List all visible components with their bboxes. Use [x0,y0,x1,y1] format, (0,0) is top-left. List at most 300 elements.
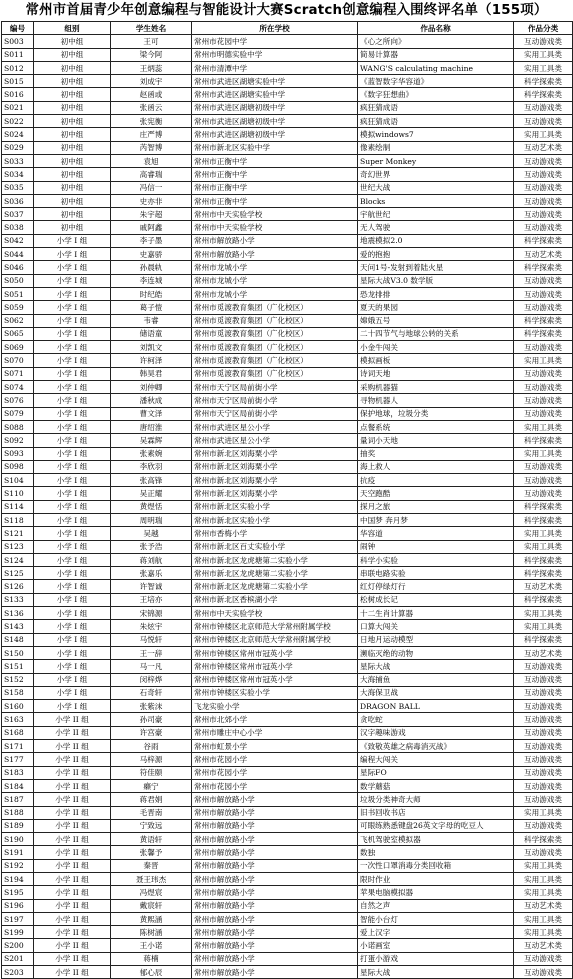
cell-id: S200 [2,939,34,952]
document-title: 常州市首届青少年创意编程与智能设计大赛Scratch创意编程入围终评名单（155项） [25,3,548,18]
cell-id: S044 [2,248,34,261]
cell-group: 小学 I 组 [34,686,111,699]
cell-student: 王培亦 [111,593,192,606]
cell-school: 常州市武进区星公小学 [192,420,358,433]
table-row [2,434,573,447]
cell-group: 初中组 [34,61,111,74]
cell-group: 小学 I 组 [34,274,111,287]
cell-student: 聂王玮杰 [111,873,192,886]
table-row [2,646,573,659]
cell-school: 常州市新北区刘海粟小学 [192,460,358,473]
cell-group: 小学 II 组 [34,753,111,766]
table-row [2,726,573,739]
cell-student: 储语童 [111,327,192,340]
cell-group: 初中组 [34,221,111,234]
cell-id: S123 [2,540,34,553]
cell-id: S092 [2,434,34,447]
table-row [2,833,573,846]
cell-group: 小学 I 组 [34,633,111,646]
cell-school: 常州市新北区百丈实验小学 [192,540,358,553]
cell-category: 互动游戏类 [514,766,573,779]
cell-group: 小学 II 组 [34,819,111,832]
cell-student: 刘成宇 [111,75,192,88]
table-row [2,527,573,540]
cell-category: 科学探索类 [514,553,573,566]
cell-school: 常州市武进区星公小学 [192,434,358,447]
cell-id: S065 [2,327,34,340]
table-row [2,261,573,274]
cell-category: 互动游戏类 [514,181,573,194]
cell-school: 常州市解放路小学 [192,873,358,886]
cell-work: 《心之所向》 [358,35,514,48]
cell-work: 串联电路实验 [358,567,514,580]
cell-school: 常州市新北区实验小学 [192,500,358,513]
table-row [2,248,573,261]
cell-work: 像素绘制 [358,141,514,154]
cell-student: 王炳蕊 [111,61,192,74]
cell-student: 张嘉乐 [111,567,192,580]
cell-category: 互动游戏类 [514,168,573,181]
cell-student: 郁心辰 [111,966,192,979]
finalist-table [1,21,573,979]
cell-category: 互动游戏类 [514,287,573,300]
cell-school: 常州市武进区湖塘初级中学 [192,128,358,141]
table-row [2,75,573,88]
table-row [2,128,573,141]
cell-id: S158 [2,686,34,699]
cell-group: 小学 I 组 [34,474,111,487]
cell-category: 科学探索类 [514,833,573,846]
cell-category: 互动游戏类 [514,793,573,806]
table-row [2,686,573,699]
table-row [2,912,573,925]
table-row [2,341,573,354]
cell-work: 苹果电脑模拟器 [358,886,514,899]
cell-group: 小学 II 组 [34,793,111,806]
cell-student: 孙晨轨 [111,261,192,274]
cell-school: 常州市正衡中学 [192,181,358,194]
table-row [2,327,573,340]
cell-group: 小学 I 组 [34,673,111,686]
cell-school: 常州市武进区湖塘实验中学 [192,75,358,88]
cell-id: S136 [2,607,34,620]
cell-group: 初中组 [34,35,111,48]
cell-category: 互动艺术类 [514,141,573,154]
cell-group: 小学 I 组 [34,354,111,367]
table-header-row [2,22,573,35]
cell-student: 蒋楠 [111,952,192,965]
cell-group: 小学 I 组 [34,460,111,473]
cell-school: 常州市花园中学 [192,35,358,48]
cell-work: 世纪大战 [358,181,514,194]
cell-category: 实用工具类 [514,128,573,141]
cell-id: S183 [2,766,34,779]
cell-category: 互动游戏类 [514,381,573,394]
table-row [2,154,573,167]
cell-student: 李子墨 [111,234,192,247]
table-row [2,48,573,61]
cell-id: S151 [2,660,34,673]
cell-school: 常州市龙城小学 [192,261,358,274]
cell-work: Blocks [358,194,514,207]
cell-work: 数学蘑菇 [358,779,514,792]
table-row [2,141,573,154]
cell-category: 互动游戏类 [514,726,573,739]
cell-group: 小学 I 组 [34,234,111,247]
cell-category: 科学探索类 [514,75,573,88]
cell-student: 时纪皓 [111,287,192,300]
cell-category: 互动游戏类 [514,101,573,114]
table-row [2,474,573,487]
cell-student: 癞宁 [111,779,192,792]
cell-student: 李欣羽 [111,460,192,473]
cell-id: S022 [2,115,34,128]
cell-school: 常州市武进区湖塘初级中学 [192,101,358,114]
table-row [2,234,573,247]
table-row [2,567,573,580]
table-row [2,607,573,620]
cell-category: 互动游戏类 [514,713,573,726]
cell-group: 小学 I 组 [34,248,111,261]
cell-group: 小学 I 组 [34,381,111,394]
cell-group: 小学 II 组 [34,886,111,899]
cell-work: 星际大战 [358,660,514,673]
table-row [2,580,573,593]
cell-id: S021 [2,101,34,114]
cell-student: 孙司豪 [111,713,192,726]
cell-school: 常州市正衡中学 [192,194,358,207]
cell-student: 谷雨 [111,740,192,753]
cell-work: 点餐系统 [358,420,514,433]
cell-group: 初中组 [34,128,111,141]
cell-student: 冯煜宸 [111,886,192,899]
cell-student: 韦睿 [111,314,192,327]
cell-category: 互动游戏类 [514,686,573,699]
table-row [2,713,573,726]
cell-work: Super Monkey [358,154,514,167]
cell-category: 互动游戏类 [514,115,573,128]
cell-work: 智能小台灯 [358,912,514,925]
cell-work: 《蓝智数字华容道》 [358,75,514,88]
cell-group: 小学 II 组 [34,952,111,965]
cell-id: S110 [2,487,34,500]
cell-group: 小学 I 组 [34,620,111,633]
table-row [2,620,573,633]
table-row [2,500,573,513]
cell-work: 小金牛闯关 [358,341,514,354]
cell-school: 常州市解放路小学 [192,806,358,819]
cell-school: 常州市花园小学 [192,779,358,792]
cell-student: 戚阿鑫 [111,221,192,234]
cell-work: 限时作业 [358,873,514,886]
cell-category: 互动游戏类 [514,460,573,473]
cell-category: 互动游戏类 [514,221,573,234]
cell-work: 自然之声 [358,899,514,912]
cell-school: 常州市解放路小学 [192,912,358,925]
cell-id: S192 [2,859,34,872]
table-row [2,660,573,673]
cell-student: 许智诚 [111,580,192,593]
cell-id: S152 [2,673,34,686]
cell-work: 松树成长记 [358,593,514,606]
cell-id: S016 [2,88,34,101]
cell-student: 马悦轩 [111,633,192,646]
cell-student: 张宪衡 [111,115,192,128]
cell-group: 小学 II 组 [34,833,111,846]
cell-work: 《数字狂想曲》 [358,88,514,101]
cell-student: 李连城 [111,274,192,287]
cell-school: 常州市钟楼区常州市冠英小学 [192,646,358,659]
table-row [2,952,573,965]
cell-school: 常州市正衡中学 [192,168,358,181]
cell-school: 常州市觅渡教育集团（广化校区） [192,367,358,380]
cell-school: 常州市解放路小学 [192,793,358,806]
cell-category: 实用工具类 [514,926,573,939]
cell-id: S189 [2,819,34,832]
cell-student: 周明瑞 [111,513,192,526]
cell-group: 小学 I 组 [34,341,111,354]
cell-category: 实用工具类 [514,873,573,886]
cell-id: S034 [2,168,34,181]
cell-id: S038 [2,221,34,234]
cell-work: 简易计算器 [358,48,514,61]
cell-category: 互动游戏类 [514,700,573,713]
cell-school: 常州市觅渡教育集团（广化校区） [192,341,358,354]
cell-work: 无人驾驶 [358,221,514,234]
cell-work: 飞机驾驶室模拟器 [358,833,514,846]
cell-school: 常州市北郊小学 [192,713,358,726]
cell-id: S184 [2,779,34,792]
table-row [2,633,573,646]
cell-group: 小学 I 组 [34,660,111,673]
cell-student: 朱宇超 [111,208,192,221]
table-row [2,779,573,792]
table-row [2,966,573,979]
cell-category: 互动游戏类 [514,194,573,207]
cell-work: 日地月运动模型 [358,633,514,646]
cell-group: 小学 I 组 [34,527,111,540]
cell-work: 小诺画室 [358,939,514,952]
cell-school: 常州市新北区实验中学 [192,141,358,154]
cell-work: 量词小天地 [358,434,514,447]
header-category: 作品分类 [514,22,573,35]
cell-school: 常州市中天实验学校 [192,221,358,234]
cell-id: S171 [2,740,34,753]
cell-school: 常州市武进区湖塘实验中学 [192,88,358,101]
cell-group: 小学 I 组 [34,327,111,340]
cell-category: 实用工具类 [514,806,573,819]
cell-id: S150 [2,646,34,659]
cell-work: 疯狂猜成语 [358,115,514,128]
header-student: 学生姓名 [111,22,192,35]
cell-id: S012 [2,61,34,74]
table-row [2,274,573,287]
cell-category: 实用工具类 [514,527,573,540]
cell-work: 编程大闯关 [358,753,514,766]
cell-work: 模拟画板 [358,354,514,367]
table-row [2,766,573,779]
cell-id: S177 [2,753,34,766]
cell-group: 初中组 [34,101,111,114]
cell-group: 小学 I 组 [34,487,111,500]
table-row [2,168,573,181]
cell-group: 小学 I 组 [34,700,111,713]
cell-school: 常州市龙城小学 [192,274,358,287]
cell-category: 互动游戏类 [514,341,573,354]
cell-category: 互动游戏类 [514,367,573,380]
cell-school: 常州市新北区刘海粟小学 [192,447,358,460]
table-row [2,700,573,713]
cell-student: 宋锦源 [111,607,192,620]
cell-group: 小学 I 组 [34,607,111,620]
cell-student: 芮智博 [111,141,192,154]
cell-student: 朱炫宇 [111,620,192,633]
table-row [2,859,573,872]
cell-work: 寻物机器人 [358,394,514,407]
cell-group: 初中组 [34,181,111,194]
table-row [2,939,573,952]
cell-category: 科学探索类 [514,513,573,526]
cell-work: 科学小实验 [358,553,514,566]
header-school: 所在学校 [192,22,358,35]
cell-school: 常州市觅渡教育集团（广化校区） [192,327,358,340]
cell-id: S079 [2,407,34,420]
cell-id: S197 [2,912,34,925]
cell-student: 秦晋 [111,859,192,872]
cell-group: 小学 II 组 [34,912,111,925]
cell-id: S168 [2,726,34,739]
cell-school: 常州市觅渡教育集团（广化校区） [192,314,358,327]
cell-work: 诗词天地 [358,367,514,380]
cell-group: 小学 I 组 [34,500,111,513]
cell-category: 实用工具类 [514,620,573,633]
cell-work: 夏天的果园 [358,301,514,314]
cell-school: 常州市雕庄中心小学 [192,726,358,739]
cell-work: 大海保卫战 [358,686,514,699]
table-row [2,115,573,128]
cell-school: 常州市觅渡教育集团（广化校区） [192,354,358,367]
cell-category: 互动游戏类 [514,753,573,766]
cell-group: 小学 I 组 [34,646,111,659]
cell-group: 小学 II 组 [34,740,111,753]
cell-category: 互动游戏类 [514,952,573,965]
cell-category: 科学探索类 [514,88,573,101]
cell-category: 科学探索类 [514,327,573,340]
cell-student: 黄熙涵 [111,912,192,925]
table-row [2,221,573,234]
cell-student: 冯信一 [111,181,192,194]
cell-student: 黄煜恬 [111,500,192,513]
cell-student: 刘凯文 [111,341,192,354]
cell-school: 常州市解放路小学 [192,234,358,247]
cell-work: 一次性口罩消毒分类回收箱 [358,859,514,872]
cell-group: 小学 I 组 [34,314,111,327]
table-row [2,806,573,819]
table-row [2,926,573,939]
cell-student: 宁致远 [111,819,192,832]
cell-group: 小学 II 组 [34,779,111,792]
cell-work: 十二生肖计算器 [358,607,514,620]
table-row [2,61,573,74]
cell-id: S046 [2,261,34,274]
cell-work: 抽奖 [358,447,514,460]
table-row [2,208,573,221]
cell-student: 张紫沫 [111,700,192,713]
cell-school: 常州市新北区刘海粟小学 [192,487,358,500]
table-row [2,367,573,380]
cell-group: 小学 I 组 [34,420,111,433]
cell-id: S070 [2,354,34,367]
cell-category: 科学探索类 [514,314,573,327]
cell-category: 实用工具类 [514,886,573,899]
cell-group: 初中组 [34,115,111,128]
cell-category: 科学探索类 [514,434,573,447]
cell-work: 红灯停绿灯行 [358,580,514,593]
cell-student: 张高锋 [111,474,192,487]
header-work: 作品名称 [358,22,514,35]
table-row [2,487,573,500]
cell-id: S029 [2,141,34,154]
cell-student: 赵函或 [111,88,192,101]
cell-id: S160 [2,700,34,713]
cell-group: 小学 I 组 [34,394,111,407]
cell-id: S015 [2,75,34,88]
cell-category: 互动艺术类 [514,580,573,593]
cell-work: 采购机器猫 [358,381,514,394]
cell-category: 实用工具类 [514,447,573,460]
cell-category: 互动艺术类 [514,248,573,261]
table-row [2,101,573,114]
table-row [2,314,573,327]
cell-school: 常州市天宁区局前街小学 [192,381,358,394]
cell-student: 韩昊君 [111,367,192,380]
cell-category: 互动游戏类 [514,487,573,500]
table-body [2,35,573,979]
cell-work: 打蛋小游戏 [358,952,514,965]
table-row [2,886,573,899]
cell-student: 曹文泽 [111,407,192,420]
cell-id: S143 [2,620,34,633]
cell-group: 小学 II 组 [34,726,111,739]
cell-id: S074 [2,381,34,394]
cell-student: 闵梓烨 [111,673,192,686]
cell-category: 互动艺术类 [514,939,573,952]
cell-id: S187 [2,793,34,806]
cell-id: S194 [2,873,34,886]
cell-id: S093 [2,447,34,460]
cell-id: S076 [2,394,34,407]
cell-student: 庄严博 [111,128,192,141]
cell-id: S024 [2,128,34,141]
cell-student: 王可 [111,35,192,48]
table-row [2,819,573,832]
cell-school: 常州市新北区龙虎塘第二实验小学 [192,567,358,580]
cell-work: 海上救人 [358,460,514,473]
cell-student: 王一辞 [111,646,192,659]
cell-work: 探月之旅 [358,500,514,513]
cell-school: 常州市新北区龙虎塘第二实验小学 [192,553,358,566]
cell-id: S125 [2,567,34,580]
cell-work: 星际大战 [358,966,514,979]
cell-student: 毛晋南 [111,806,192,819]
table-row [2,846,573,859]
cell-category: 科学探索类 [514,633,573,646]
cell-group: 小学 I 组 [34,447,111,460]
cell-work: 宇航世纪 [358,208,514,221]
cell-work: 口算大闯关 [358,620,514,633]
cell-id: S201 [2,952,34,965]
cell-id: S163 [2,713,34,726]
